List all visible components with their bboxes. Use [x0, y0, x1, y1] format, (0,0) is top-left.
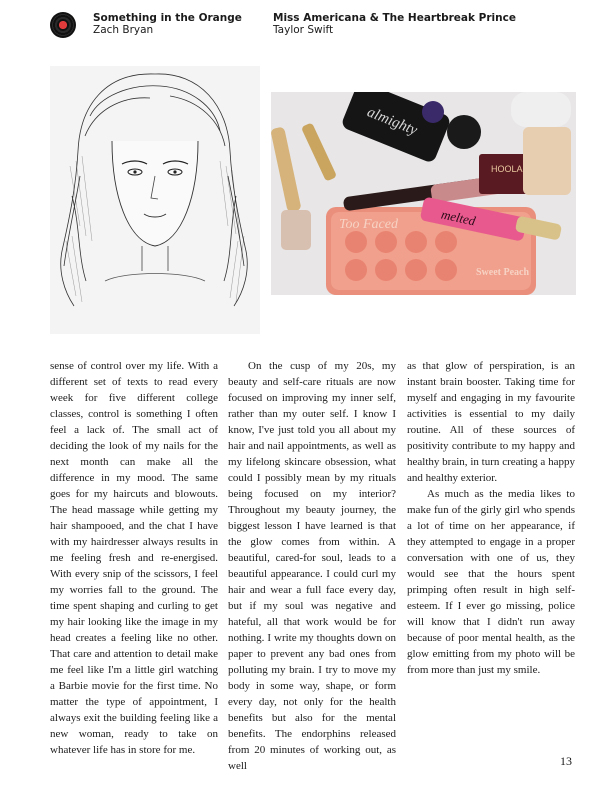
mascara-label: almighty [364, 104, 420, 139]
article-paragraph: as that glow of perspiration, is an instant brain booster. Taking time for myself and engaging in my favourite activities is essential to my daily routine. All of these sources of positivity contribute to my happy and healthy brain, in turn creating a happy and healthy exterior. [407, 360, 575, 484]
article-column-3 [407, 358, 575, 678]
palette-label: Too Faced [339, 217, 398, 232]
page-header [50, 10, 570, 40]
article-column-2 [228, 358, 396, 774]
vinyl-record-icon [50, 12, 76, 38]
article-paragraph: As much as the media likes to make fun of the girly girl who spends a lot of time on her appearance, if they attempted to engage in a proper conversation with one of us, they would see that the hours spent primping often result in high self-esteem. If I ever go missing, police will know that I didn't run away because of poor mental health, as the glow emitting from my photo will be from more than just my smile. [407, 488, 575, 676]
bronzer-label: HOOLA [491, 164, 523, 174]
page-number: 13 [560, 754, 572, 768]
pencil-portrait-illustration [50, 66, 260, 334]
song-credit [273, 12, 516, 36]
song-artist: Taylor Swift [273, 24, 334, 36]
song-artist: Zach Bryan [93, 24, 154, 36]
palette-sublabel: Sweet Peach [476, 267, 530, 278]
makeup-products-photo [271, 92, 576, 295]
song-title: Miss Americana & The Heartbreak Prince [273, 12, 516, 24]
article-paragraph: sense of control over my life. With a different set of texts to read every week for five different college classes, control is something I often feel a lack of. The small act of deciding the look of my nails for the next month can make all the difference in my mood. The same goes for my haircuts and blowouts. The head massage while getting my hair shampooed, and the chat I have with my hairdresser always results in me feeling fresh and re-energised. With every snip of the scissors, I feel my worries fall to the ground. The time spent shaping and curling to get my hair looking like the image in my head creates a feeling like no other. That care and attention to detail make me feel like I'm a little girl watching a Barbie movie for the first time. No matter the type of appointment, I always exit the building feeling like a new woman, ready to take on whatever life has in store for me. [50, 360, 218, 756]
article-column-1 [50, 358, 218, 758]
article-paragraph: On the cusp of my 20s, my beauty and self-care rituals are now focused on improving my inner self, rather than my outer self. I know I know, I've just told you all about my hair and nail appointments, as well as my lifelong skincare obsession, what could I possibly mean by my rituals being focused on my interior? Throughout my beauty journey, the biggest lesson I have learned is that the glow comes from within. A beautiful, cared-for soul, leads to a beautiful appearance. I could curl my hair and wear a full face every day, but if my soul was negative and hateful, all that work would be for nothing. I write my thoughts down on paper to prevent any bad ones from polluting my brain. I try to move my body in some way, shape, or form every day, not only for the health benefits but also for the mental benefits. The endorphins released from 20 minutes of working out, as well [228, 360, 396, 772]
song-credit [93, 12, 242, 36]
song-title: Something in the Orange [93, 12, 242, 24]
gloss-label: melted [439, 206, 477, 229]
